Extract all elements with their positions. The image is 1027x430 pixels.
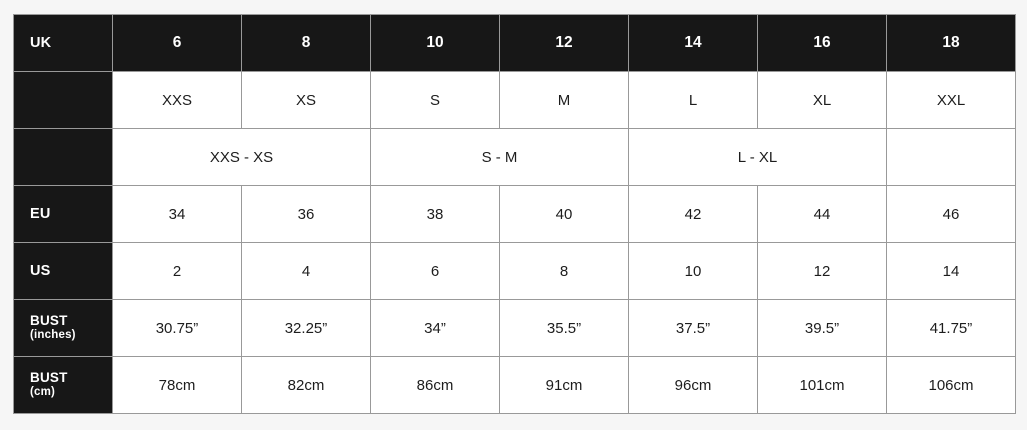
eu-size-cell: 38 <box>371 186 500 243</box>
row-label-uk: UK <box>14 15 113 72</box>
eu-size-cell: 46 <box>887 186 1016 243</box>
row-label-sub: (inches) <box>30 329 76 342</box>
us-size-cell: 10 <box>629 243 758 300</box>
row-label-empty <box>14 72 113 129</box>
size-range-cell: XXS - XS <box>113 129 371 186</box>
us-size-cell: 14 <box>887 243 1016 300</box>
uk-size-cell: 18 <box>887 15 1016 72</box>
row-label-sub: (cm) <box>30 386 56 399</box>
bust-cm-cell: 91cm <box>500 357 629 414</box>
eu-size-cell: 42 <box>629 186 758 243</box>
bust-inches-cell: 35.5” <box>500 300 629 357</box>
table-row-alpha-sizes <box>14 72 1016 129</box>
alpha-size-cell: S <box>371 72 500 129</box>
uk-size-cell: 16 <box>758 15 887 72</box>
row-label-eu: EU <box>14 186 113 243</box>
size-range-cell: S - M <box>371 129 629 186</box>
us-size-cell: 12 <box>758 243 887 300</box>
eu-size-cell: 40 <box>500 186 629 243</box>
row-label-bust-inches <box>14 300 113 357</box>
alpha-size-cell: L <box>629 72 758 129</box>
bust-cm-cell: 82cm <box>242 357 371 414</box>
size-range-cell-empty <box>887 129 1016 186</box>
table-row-bust-cm <box>14 357 1016 414</box>
row-label-bust-cm <box>14 357 113 414</box>
bust-inches-cell: 41.75” <box>887 300 1016 357</box>
bust-cm-cell: 86cm <box>371 357 500 414</box>
row-label-main: BUST <box>30 370 68 385</box>
size-range-cell: L - XL <box>629 129 887 186</box>
bust-inches-cell: 34” <box>371 300 500 357</box>
us-size-cell: 4 <box>242 243 371 300</box>
table-row-bust-inches <box>14 300 1016 357</box>
alpha-size-cell: XS <box>242 72 371 129</box>
alpha-size-cell: XXS <box>113 72 242 129</box>
eu-size-cell: 34 <box>113 186 242 243</box>
us-size-cell: 6 <box>371 243 500 300</box>
bust-cm-cell: 78cm <box>113 357 242 414</box>
row-label-empty <box>14 129 113 186</box>
uk-size-cell: 6 <box>113 15 242 72</box>
table-row-size-ranges <box>14 129 1016 186</box>
size-chart-container <box>13 14 1016 414</box>
bust-inches-cell: 37.5” <box>629 300 758 357</box>
table-row-us <box>14 243 1016 300</box>
size-chart-table <box>13 14 1016 414</box>
row-label-main: BUST <box>30 313 68 328</box>
bust-inches-cell: 30.75” <box>113 300 242 357</box>
uk-size-cell: 10 <box>371 15 500 72</box>
bust-inches-cell: 39.5” <box>758 300 887 357</box>
bust-cm-cell: 101cm <box>758 357 887 414</box>
eu-size-cell: 36 <box>242 186 371 243</box>
bust-inches-cell: 32.25” <box>242 300 371 357</box>
alpha-size-cell: XXL <box>887 72 1016 129</box>
eu-size-cell: 44 <box>758 186 887 243</box>
row-label-us: US <box>14 243 113 300</box>
us-size-cell: 2 <box>113 243 242 300</box>
bust-cm-cell: 96cm <box>629 357 758 414</box>
us-size-cell: 8 <box>500 243 629 300</box>
uk-size-cell: 12 <box>500 15 629 72</box>
uk-size-cell: 8 <box>242 15 371 72</box>
bust-cm-cell: 106cm <box>887 357 1016 414</box>
alpha-size-cell: XL <box>758 72 887 129</box>
uk-size-cell: 14 <box>629 15 758 72</box>
alpha-size-cell: M <box>500 72 629 129</box>
table-row-eu <box>14 186 1016 243</box>
table-row-uk <box>14 15 1016 72</box>
